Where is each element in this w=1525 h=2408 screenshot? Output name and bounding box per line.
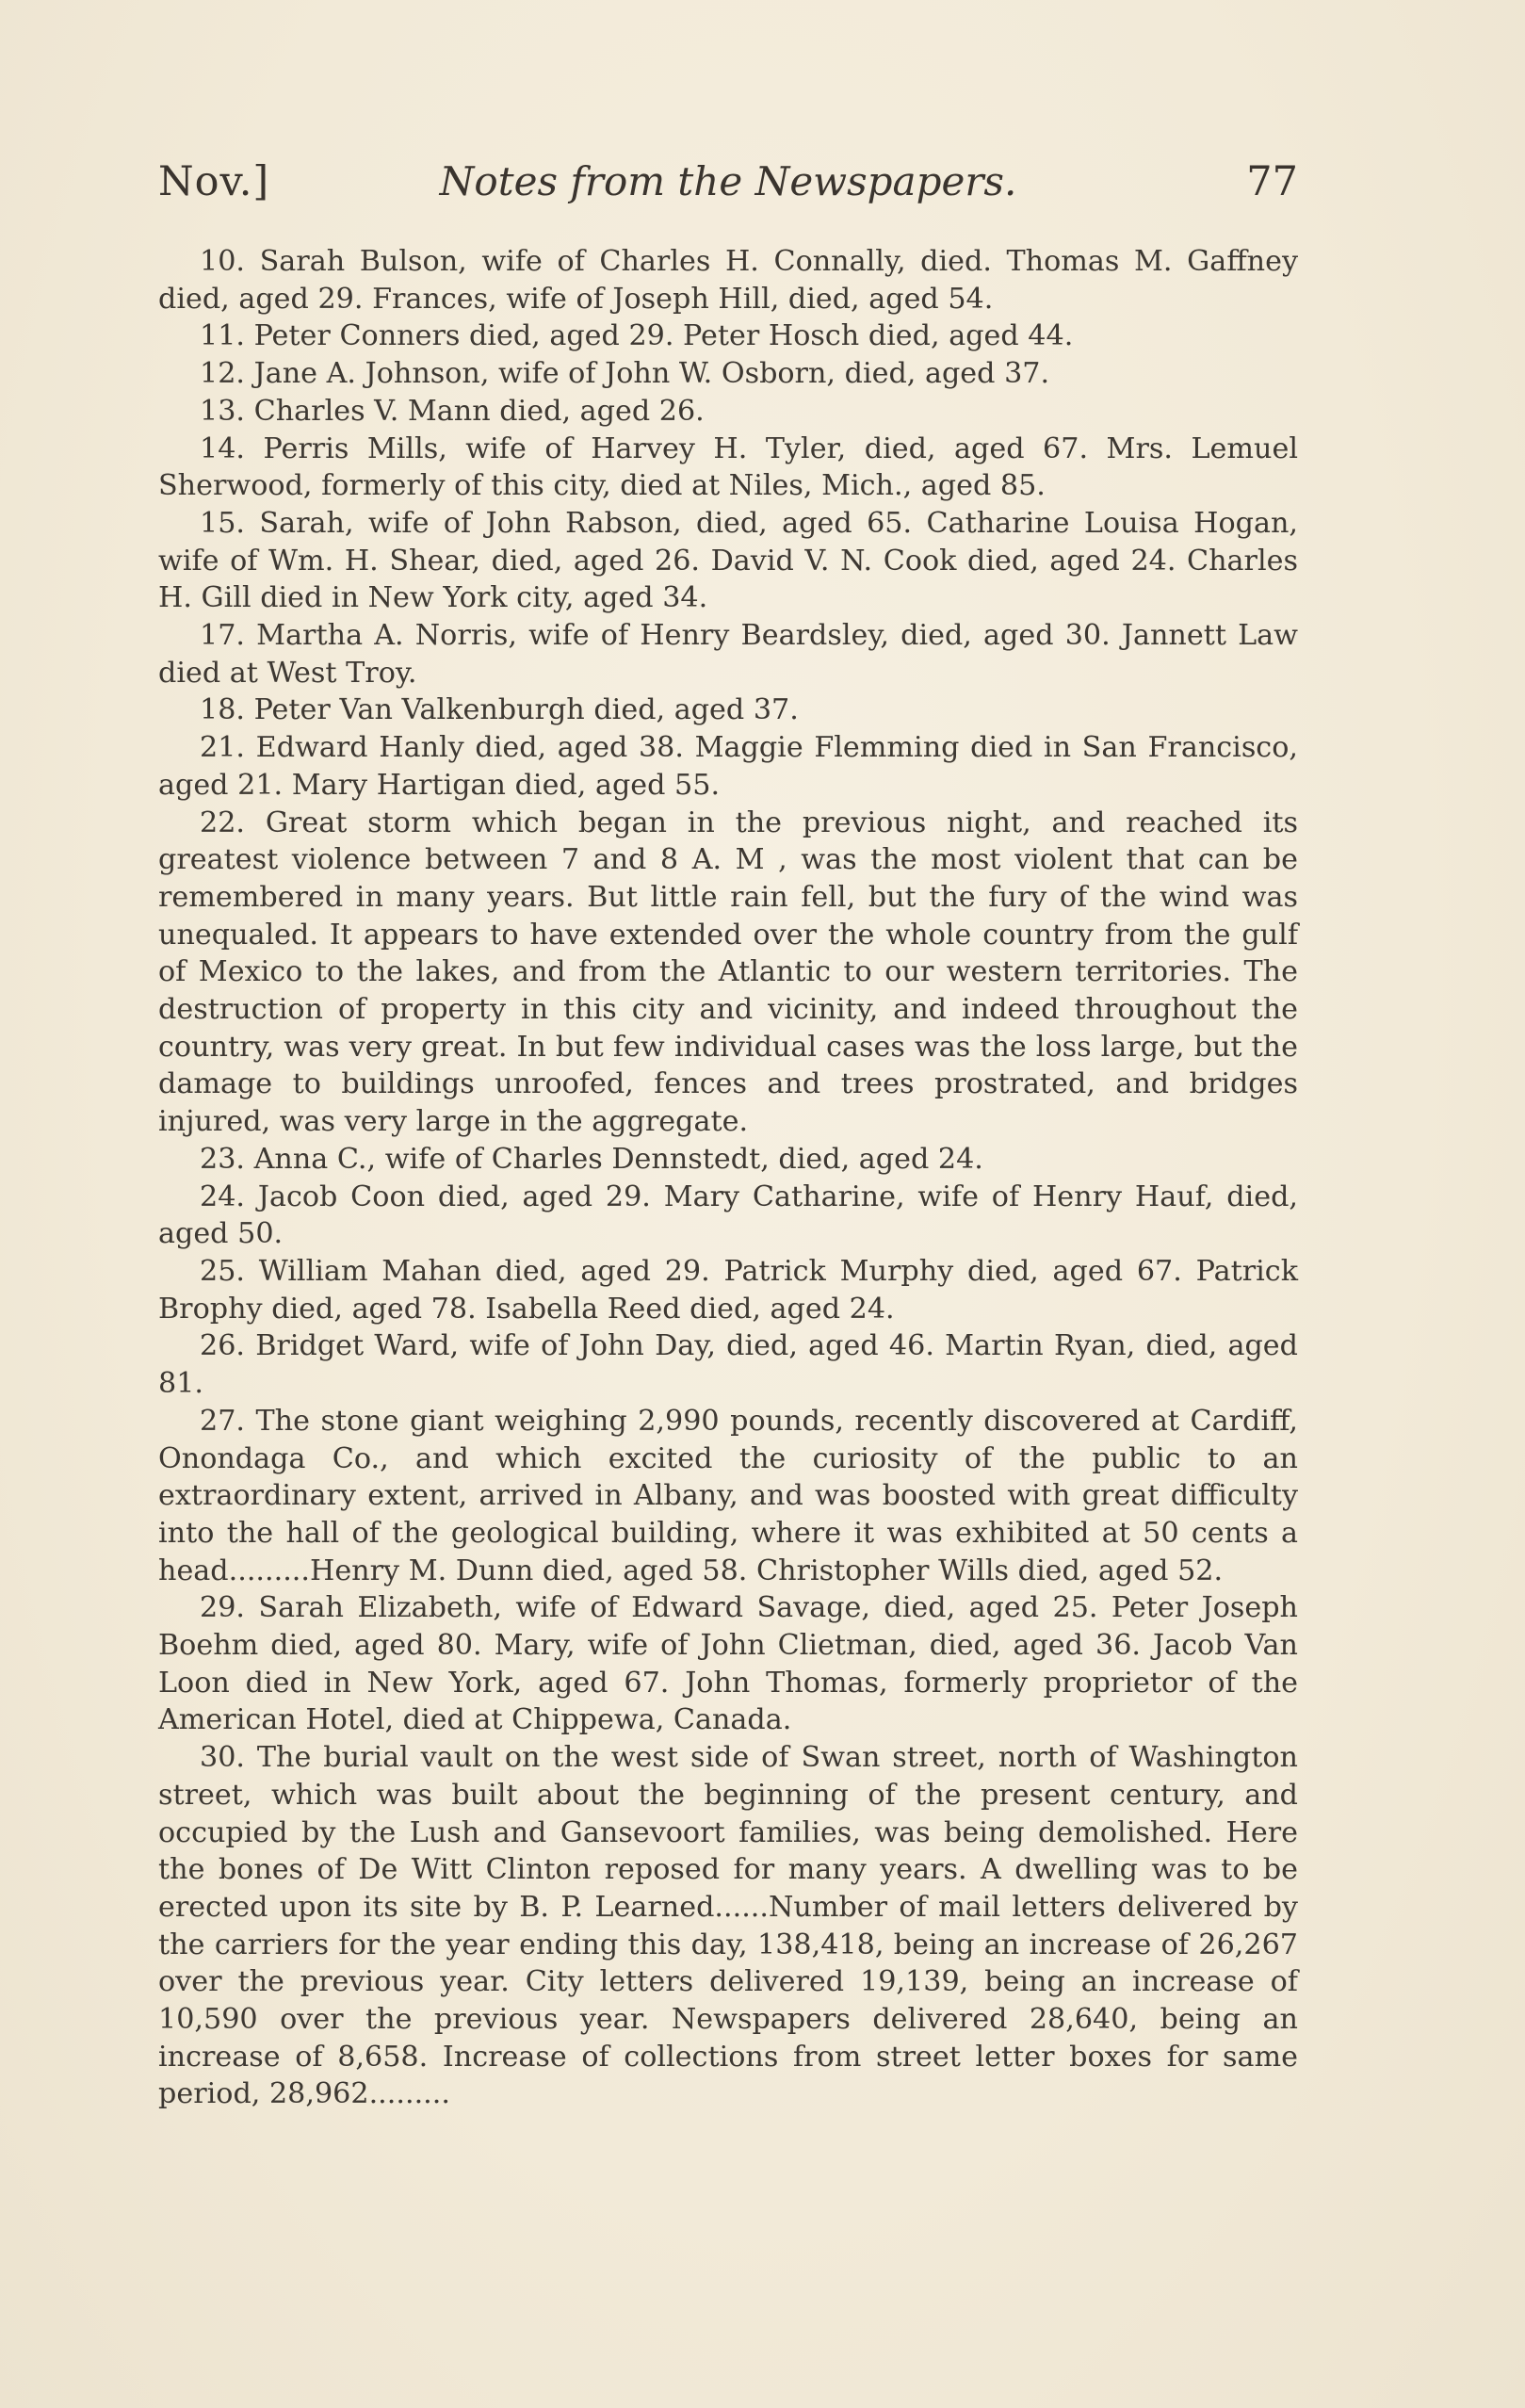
entry-18: 18. Peter Van Valkenburgh died, aged 37.	[200, 693, 799, 727]
entry-24: 24. Jacob Coon died, aged 29. Mary Catharine, wife of Henry Hauf, died, aged 50.	[158, 1180, 1298, 1251]
entry-17: 17. Martha A. Norris, wife of Henry Beardsley, died, aged 30. Jannett Law died at West Troy.	[158, 619, 1298, 690]
header-month: Nov.]	[158, 158, 270, 205]
entry-26: 26. Bridget Ward, wife of John Day, died, aged 46. Martin Ryan, died, aged 81.	[158, 1329, 1298, 1401]
running-header	[158, 158, 1298, 215]
entry-14: 14. Perris Mills, wife of Harvey H. Tyler, died, aged 67. Mrs. Lemuel Sherwood, formerly of this city, died at Niles, Mich., aged 85.	[158, 431, 1298, 503]
page-number: 77	[1246, 158, 1298, 205]
entry-23: 23. Anna C., wife of Charles Dennstedt, died, aged 24.	[200, 1142, 983, 1176]
entry-30: 30. The burial vault on the west side of Swan street, north of Washington street, which was built about the beginning of the present century, and occupied by the Lush and Gansevoort families, was being demolished. Here the bones of De Witt Clinton reposed for many years. A dwelling was to be erected upon its site by B. P. Learned......Number of mail letters delivered by the carriers for the year ending this day, 138,418, being an increase of 26,267 over the previous year. City letters delivered 19,139, being an increase of 10,590 over the previous year. Newspapers delivered 28,640, being an increase of 8,658. Increase of collections from street letter boxes for same period, 28,962.........	[158, 1741, 1298, 2111]
entry-11: 11. Peter Conners died, aged 29. Peter Hosch died, aged 44.	[200, 319, 1074, 353]
entry-29: 29. Sarah Elizabeth, wife of Edward Savage, died, aged 25. Peter Joseph Boehm died, aged 80. Mary, wife of John Clietman, died, aged 36. Jacob Van Loon died in New York, aged 67. John Thomas, formerly proprietor of the American Hotel, died at Chippewa, Canada.	[158, 1591, 1298, 1737]
page-body	[158, 243, 1298, 2113]
entry-22: 22. Great storm which began in the previous night, and reached its greatest violence between 7 and 8 A. M , was the most violent that can be remembered in many years. But little rain fell, but the fury of the wind was unequaled. It appears to have extended over the whole country from the gulf of Mexico to the lakes, and from the Atlantic to our western territories. The destruction of property in this city and vicinity, and indeed throughout the country, was very great. In but few individual cases was the loss large, but the damage to buildings unroofed, fences and trees prostrated, and bridges injured, was very large in the aggregate.	[158, 805, 1298, 1139]
entry-25: 25. William Mahan died, aged 29. Patrick Murphy died, aged 67. Patrick Brophy died, aged 78. Isabella Reed died, aged 24.	[158, 1254, 1298, 1326]
entry-12: 12. Jane A. Johnson, wife of John W. Osborn, died, aged 37.	[200, 357, 1050, 391]
header-title: Notes from the Newspapers.	[439, 158, 1017, 204]
entry-27: 27. The stone giant weighing 2,990 pounds, recently discovered at Cardiff, Onondaga Co., and which excited the curiosity of the public to an extraordinary extent, arrived in Albany, and was boosted with great difficulty into the hall of the geological building, where it was exhibited at 50 cents a head.........Henry M. Dunn died, aged 58. Christopher Wills died, aged 52.	[158, 1404, 1298, 1587]
entry-10: 10. Sarah Bulson, wife of Charles H. Connally, died. Thomas M. Gaffney died, aged 29. Frances, wife of Joseph Hill, died, aged 54.	[158, 245, 1298, 316]
entry-13: 13. Charles V. Mann died, aged 26.	[200, 394, 705, 428]
entry-21: 21. Edward Hanly died, aged 38. Maggie Flemming died in San Francisco, aged 21. Mary Hartigan died, aged 55.	[158, 731, 1298, 802]
entry-15: 15. Sarah, wife of John Rabson, died, aged 65. Catharine Louisa Hogan, wife of Wm. H. Shear, died, aged 26. David V. N. Cook died, aged 24. Charles H. Gill died in New York city, aged 34.	[158, 506, 1298, 615]
